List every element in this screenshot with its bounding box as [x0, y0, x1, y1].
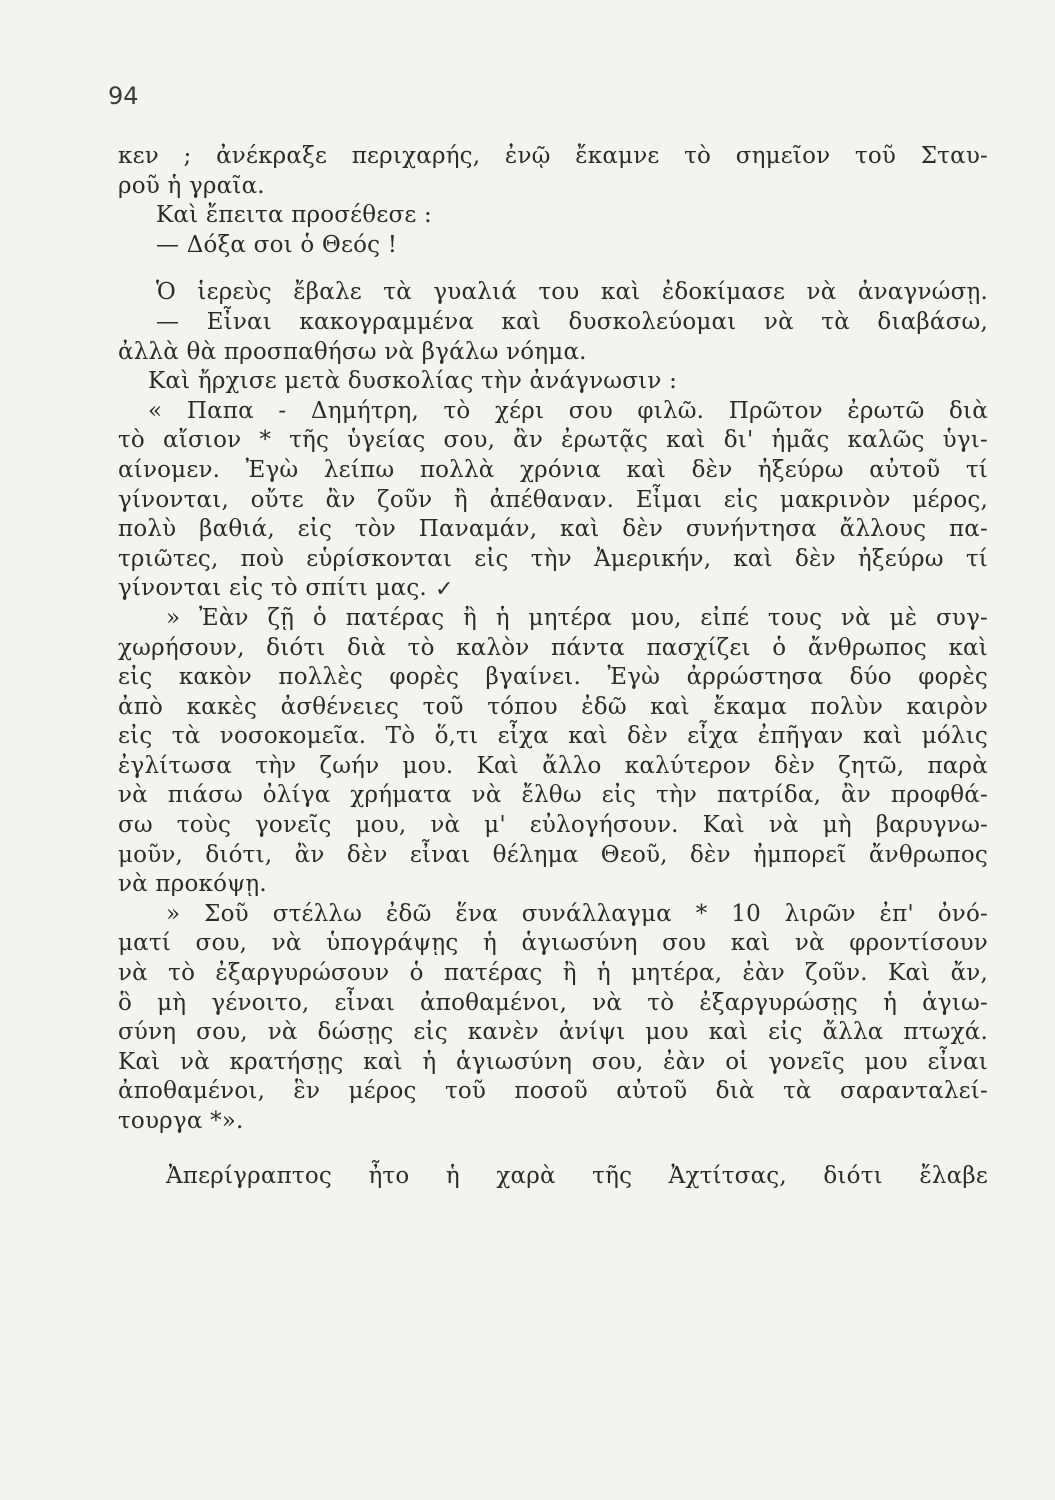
text-line: χωρήσουν, διότι διὰ τὸ καλὸν πάντα πασχίζει ὁ ἄνθρωπος καὶ	[118, 634, 988, 661]
text-line: Καὶ νὰ κρατήσῃς καὶ ἡ ἁγιωσύνη σου, ἐὰν οἱ γονεῖς μου εἶναι	[118, 1048, 988, 1075]
text-line: ματί σου, νὰ ὑπογράψῃς ἡ ἁγιωσύνη σου καὶ νὰ φροντίσουν	[118, 930, 988, 957]
text-line: Ὁ ἱερεὺς ἔβαλε τὰ γυαλιά του καὶ ἐδοκίμασε νὰ ἀναγνώσῃ.	[156, 279, 988, 306]
text-line: ὃ μὴ γένοιτο, εἶναι ἀποθαμένοι, νὰ τὸ ἐξαργυρώσῃς ἡ ἁγιω-	[118, 989, 988, 1016]
text-line: εἰς τὰ νοσοκομεῖα. Τὸ ὅ,τι εἶχα καὶ δὲν εἶχα ἐπῆγαν καὶ μόλις	[118, 723, 988, 750]
text-line: ροῦ ἡ γραῖα.	[118, 172, 265, 199]
text-line: αίνομεν. Ἐγὼ λείπω πολλὰ χρόνια καὶ δὲν ἠξεύρω αὐτοῦ τί	[118, 456, 988, 483]
text-line: νὰ προκόψῃ.	[118, 871, 267, 898]
text-line: — Εἶναι κακογραμμένα καὶ δυσκολεύομαι νὰ τὰ διαβάσω,	[156, 308, 988, 335]
text-line: νὰ πιάσω ὀλίγα χρήματα νὰ ἔλθω εἰς τὴν πατρίδα, ἂν προφθά-	[118, 782, 988, 809]
text-line: γίνονται, οὔτε ἂν ζοῦν ἢ ἀπέθαναν. Εἶμαι εἰς μακρινὸν μέρος,	[118, 486, 988, 513]
text-line: ἀποθαμένοι, ἓν μέρος τοῦ ποσοῦ αὐτοῦ διὰ τὰ σαρανταλεί-	[118, 1078, 988, 1105]
text-line: σύνη σου, νὰ δώσῃς εἰς κανὲν ἀνίψι μου καὶ εἰς ἄλλα πτωχά.	[118, 1019, 988, 1046]
text-line: ἐγλίτωσα τὴν ζωήν μου. Καὶ ἄλλο καλύτερον δὲν ζητῶ, παρὰ	[118, 752, 988, 779]
text-line: μοῦν, διότι, ἂν δὲν εἶναι θέλημα Θεοῦ, δὲν ἠμπορεῖ ἄνθρωπος	[118, 841, 988, 868]
text-line: Ἀπερίγραπτος ἦτο ἡ χαρὰ τῆς Ἀχτίτσας, διότι ἔλαβε	[166, 1162, 988, 1189]
text-line: » Σοῦ στέλλω ἐδῶ ἕνα συνάλλαγμα * 10 λιρῶν ἐπ' ὀνό-	[166, 900, 988, 927]
text-line: Καὶ ἤρχισε μετὰ δυσκολίας τὴν ἀνάγνωσιν :	[148, 368, 678, 395]
page-number: 94	[108, 82, 139, 110]
text-line: — Δόξα σοι ὁ Θεός !	[156, 231, 398, 258]
text-line: γίνονται εἰς τὸ σπίτι μας.	[118, 575, 427, 602]
text-line: κεν ; ἀνέκραξε περιχαρής, ἐνῷ ἔκαμνε τὸ σημεῖον τοῦ Σταυ-	[118, 143, 988, 169]
text-line-with-checkmark	[118, 574, 988, 604]
text-line: ἀλλὰ θὰ προσπαθήσω νὰ βγάλω νόημα.	[118, 338, 587, 365]
text-line: σω τοὺς γονεῖς μου, νὰ μ' εὐλογήσουν. Καὶ νὰ μὴ βαρυγνω-	[118, 812, 988, 839]
text-line: νὰ τὸ ἐξαργυρώσουν ὁ πατέρας ἢ ἡ μητέρα, ἐὰν ζοῦν. Καὶ ἄν,	[118, 960, 988, 987]
text-line: τουργα *».	[118, 1108, 244, 1134]
page-body-text	[118, 142, 988, 1472]
text-line: τριῶτες, ποὺ εὑρίσκονται εἰς τὴν Ἀμερικήν, καὶ δὲν ἠξεύρω τί	[118, 545, 988, 572]
text-line: εἰς κακὸν πολλὲς φορὲς βγαίνει. Ἐγὼ ἀρρώστησα δύο φορὲς	[118, 664, 988, 691]
text-line: ἀπὸ κακὲς ἀσθένειες τοῦ τόπου ἐδῶ καὶ ἔκαμα πολὺν καιρὸν	[118, 693, 988, 720]
text-line: Καὶ ἔπειτα προσέθεσε :	[156, 202, 432, 229]
text-line: πολὺ βαθιά, εἰς τὸν Παναμάν, καὶ δὲν συνήντησα ἄλλους πα-	[118, 516, 988, 543]
text-line: « Παπα - Δημήτρη, τὸ χέρι σου φιλῶ. Πρῶτον ἐρωτῶ διὰ	[148, 397, 988, 424]
text-line: » Ἐὰν ζῇ ὁ πατέρας ἢ ἡ μητέρα μου, εἰπέ τους νὰ μὲ συγ-	[166, 604, 988, 631]
text-line: τὸ αἴσιον * τῆς ὑγείας σου, ἂν ἐρωτᾷς καὶ δι' ἡμᾶς καλῶς ὑγι-	[118, 427, 988, 454]
checkmark-icon: ✓	[434, 577, 454, 603]
